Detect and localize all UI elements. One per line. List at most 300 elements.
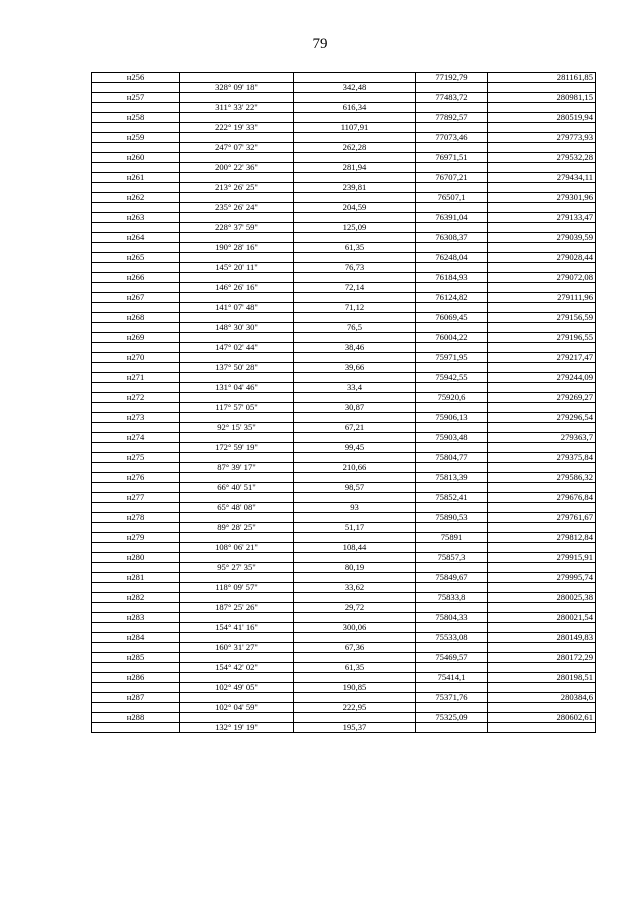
point-row [92, 113, 596, 123]
point-name-cell: н278 [92, 513, 180, 523]
distance-cell: 222,95 [294, 703, 416, 713]
bearing-cell [180, 393, 294, 403]
y-coordinate-cell [488, 643, 596, 653]
point-name-cell: н283 [92, 613, 180, 623]
y-coordinate-cell [488, 563, 596, 573]
point-row [92, 433, 596, 443]
y-coordinate-cell: 279812,84 [488, 533, 596, 543]
point-name-cell [92, 263, 180, 273]
point-name-cell [92, 623, 180, 633]
bearing-cell: 102° 04' 59" [180, 703, 294, 713]
bearing-cell: 66° 40' 51" [180, 483, 294, 493]
y-coordinate-cell [488, 483, 596, 493]
bearing-cell: 132° 19' 19" [180, 723, 294, 733]
distance-cell: 67,36 [294, 643, 416, 653]
y-coordinate-cell: 280172,29 [488, 653, 596, 663]
y-coordinate-cell [488, 83, 596, 93]
x-coordinate-cell: 76184,93 [416, 273, 488, 283]
y-coordinate-cell [488, 403, 596, 413]
distance-cell: 98,57 [294, 483, 416, 493]
y-coordinate-cell [488, 203, 596, 213]
distance-cell [294, 713, 416, 723]
distance-cell [294, 373, 416, 383]
distance-cell [294, 493, 416, 503]
distance-cell: 39,66 [294, 363, 416, 373]
distance-cell [294, 693, 416, 703]
segment-row [92, 703, 596, 713]
point-name-cell [92, 443, 180, 453]
x-coordinate-cell [416, 83, 488, 93]
point-row [92, 93, 596, 103]
y-coordinate-cell: 279995,74 [488, 573, 596, 583]
bearing-cell [180, 213, 294, 223]
y-coordinate-cell [488, 343, 596, 353]
x-coordinate-cell [416, 483, 488, 493]
point-name-cell: н287 [92, 693, 180, 703]
x-coordinate-cell [416, 523, 488, 533]
point-row [92, 373, 596, 383]
point-name-cell [92, 383, 180, 393]
point-row [92, 713, 596, 723]
x-coordinate-cell [416, 683, 488, 693]
distance-cell [294, 273, 416, 283]
point-name-cell: н269 [92, 333, 180, 343]
distance-cell: 342,48 [294, 83, 416, 93]
point-name-cell [92, 403, 180, 413]
bearing-cell [180, 373, 294, 383]
y-coordinate-cell: 281161,85 [488, 73, 596, 83]
distance-cell [294, 153, 416, 163]
point-name-cell: н274 [92, 433, 180, 443]
y-coordinate-cell: 279269,27 [488, 393, 596, 403]
point-name-cell: н272 [92, 393, 180, 403]
point-row [92, 493, 596, 503]
segment-row [92, 603, 596, 613]
y-coordinate-cell: 279156,59 [488, 313, 596, 323]
y-coordinate-cell [488, 603, 596, 613]
bearing-cell: 95° 27' 35" [180, 563, 294, 573]
y-coordinate-cell: 279296,54 [488, 413, 596, 423]
segment-row [92, 383, 596, 393]
point-row [92, 453, 596, 463]
distance-cell [294, 393, 416, 403]
x-coordinate-cell: 76707,21 [416, 173, 488, 183]
bearing-cell [180, 673, 294, 683]
x-coordinate-cell: 76124,82 [416, 293, 488, 303]
bearing-cell [180, 693, 294, 703]
y-coordinate-cell [488, 703, 596, 713]
point-row [92, 553, 596, 563]
bearing-cell [180, 233, 294, 243]
bearing-cell: 190° 28' 16" [180, 243, 294, 253]
distance-cell [294, 213, 416, 223]
x-coordinate-cell: 76069,45 [416, 313, 488, 323]
distance-cell [294, 413, 416, 423]
bearing-cell [180, 513, 294, 523]
segment-row [92, 303, 596, 313]
point-name-cell [92, 163, 180, 173]
y-coordinate-cell: 279434,11 [488, 173, 596, 183]
segment-row [92, 123, 596, 133]
x-coordinate-cell [416, 343, 488, 353]
x-coordinate-cell: 75920,6 [416, 393, 488, 403]
bearing-cell: 118° 09' 57" [180, 583, 294, 593]
x-coordinate-cell: 75414,1 [416, 673, 488, 683]
bearing-cell: 137° 50' 28" [180, 363, 294, 373]
x-coordinate-cell [416, 363, 488, 373]
bearing-cell: 87° 39' 17" [180, 463, 294, 473]
y-coordinate-cell: 280021,54 [488, 613, 596, 623]
point-row [92, 593, 596, 603]
bearing-cell: 235° 26' 24" [180, 203, 294, 213]
x-coordinate-cell [416, 703, 488, 713]
x-coordinate-cell [416, 223, 488, 233]
distance-cell: 30,87 [294, 403, 416, 413]
x-coordinate-cell: 75804,77 [416, 453, 488, 463]
x-coordinate-cell: 75849,67 [416, 573, 488, 583]
y-coordinate-cell [488, 543, 596, 553]
y-coordinate-cell: 279915,91 [488, 553, 596, 563]
bearing-cell [180, 253, 294, 263]
bearing-cell [180, 113, 294, 123]
y-coordinate-cell: 279761,67 [488, 513, 596, 523]
distance-cell: 239,81 [294, 183, 416, 193]
y-coordinate-cell: 280025,38 [488, 593, 596, 603]
x-coordinate-cell: 75469,57 [416, 653, 488, 663]
segment-row [92, 243, 596, 253]
distance-cell: 300,06 [294, 623, 416, 633]
y-coordinate-cell [488, 423, 596, 433]
segment-row [92, 263, 596, 273]
distance-cell [294, 173, 416, 183]
bearing-cell [180, 453, 294, 463]
segment-row [92, 683, 596, 693]
y-coordinate-cell [488, 103, 596, 113]
point-name-cell: н265 [92, 253, 180, 263]
distance-cell [294, 293, 416, 303]
point-name-cell: н284 [92, 633, 180, 643]
segment-row [92, 563, 596, 573]
point-row [92, 253, 596, 263]
point-name-cell [92, 83, 180, 93]
bearing-cell: 247° 07' 32" [180, 143, 294, 153]
point-name-cell [92, 663, 180, 673]
bearing-cell: 228° 37' 59" [180, 223, 294, 233]
x-coordinate-cell [416, 623, 488, 633]
y-coordinate-cell [488, 663, 596, 673]
distance-cell [294, 453, 416, 463]
bearing-cell: 89° 28' 25" [180, 523, 294, 533]
bearing-cell [180, 613, 294, 623]
y-coordinate-cell: 279773,93 [488, 133, 596, 143]
point-name-cell: н257 [92, 93, 180, 103]
point-name-cell: н259 [92, 133, 180, 143]
y-coordinate-cell: 279676,84 [488, 493, 596, 503]
y-coordinate-cell: 279072,08 [488, 273, 596, 283]
x-coordinate-cell [416, 123, 488, 133]
bearing-cell [180, 93, 294, 103]
segment-row [92, 543, 596, 553]
point-name-cell: н280 [92, 553, 180, 563]
bearing-cell: 117° 57' 05" [180, 403, 294, 413]
point-name-cell: н263 [92, 213, 180, 223]
segment-row [92, 163, 596, 173]
distance-cell [294, 73, 416, 83]
point-name-cell [92, 683, 180, 693]
bearing-cell: 154° 42' 02" [180, 663, 294, 673]
x-coordinate-cell: 75813,39 [416, 473, 488, 483]
point-row [92, 233, 596, 243]
distance-cell [294, 513, 416, 523]
point-name-cell [92, 483, 180, 493]
point-name-cell: н258 [92, 113, 180, 123]
segment-row [92, 643, 596, 653]
y-coordinate-cell [488, 723, 596, 733]
x-coordinate-cell: 77892,57 [416, 113, 488, 123]
bearing-cell: 147° 02' 44" [180, 343, 294, 353]
point-row [92, 73, 596, 83]
bearing-cell: 222° 19' 33" [180, 123, 294, 133]
y-coordinate-cell [488, 523, 596, 533]
segment-row [92, 343, 596, 353]
point-row [92, 193, 596, 203]
point-name-cell: н279 [92, 533, 180, 543]
distance-cell [294, 533, 416, 543]
y-coordinate-cell [488, 283, 596, 293]
bearing-cell: 146° 26' 16" [180, 283, 294, 293]
bearing-cell: 92° 15' 35" [180, 423, 294, 433]
bearing-cell: 148° 30' 30" [180, 323, 294, 333]
y-coordinate-cell [488, 323, 596, 333]
x-coordinate-cell [416, 103, 488, 113]
x-coordinate-cell [416, 503, 488, 513]
x-coordinate-cell: 75903,48 [416, 433, 488, 443]
y-coordinate-cell [488, 303, 596, 313]
segment-row [92, 583, 596, 593]
segment-row [92, 463, 596, 473]
y-coordinate-cell: 279039,59 [488, 233, 596, 243]
distance-cell: 61,35 [294, 243, 416, 253]
x-coordinate-cell [416, 323, 488, 333]
point-row [92, 393, 596, 403]
point-row [92, 693, 596, 703]
segment-row [92, 503, 596, 513]
point-name-cell [92, 703, 180, 713]
distance-cell [294, 93, 416, 103]
y-coordinate-cell [488, 243, 596, 253]
x-coordinate-cell [416, 543, 488, 553]
point-name-cell [92, 563, 180, 573]
point-name-cell [92, 723, 180, 733]
bearing-cell: 154° 41' 16" [180, 623, 294, 633]
point-row [92, 333, 596, 343]
y-coordinate-cell: 279532,28 [488, 153, 596, 163]
segment-row [92, 183, 596, 193]
bearing-cell [180, 713, 294, 723]
bearing-cell: 200° 22' 36" [180, 163, 294, 173]
point-name-cell: н261 [92, 173, 180, 183]
bearing-cell: 102° 49' 05" [180, 683, 294, 693]
x-coordinate-cell: 75891 [416, 533, 488, 543]
distance-cell: 38,46 [294, 343, 416, 353]
point-row [92, 413, 596, 423]
distance-cell: 210,66 [294, 463, 416, 473]
y-coordinate-cell: 279375,84 [488, 453, 596, 463]
segment-row [92, 403, 596, 413]
distance-cell: 204,59 [294, 203, 416, 213]
point-name-cell [92, 363, 180, 373]
point-name-cell [92, 643, 180, 653]
bearing-cell [180, 493, 294, 503]
point-name-cell [92, 143, 180, 153]
x-coordinate-cell: 75325,09 [416, 713, 488, 723]
x-coordinate-cell [416, 563, 488, 573]
point-row [92, 313, 596, 323]
distance-cell: 281,94 [294, 163, 416, 173]
point-name-cell [92, 243, 180, 253]
point-name-cell: н273 [92, 413, 180, 423]
distance-cell [294, 613, 416, 623]
bearing-cell [180, 473, 294, 483]
point-name-cell [92, 463, 180, 473]
point-name-cell: н271 [92, 373, 180, 383]
distance-cell: 99,45 [294, 443, 416, 453]
distance-cell: 93 [294, 503, 416, 513]
segment-row [92, 323, 596, 333]
point-name-cell [92, 223, 180, 233]
y-coordinate-cell: 279244,09 [488, 373, 596, 383]
y-coordinate-cell [488, 223, 596, 233]
point-name-cell: н267 [92, 293, 180, 303]
segment-row [92, 103, 596, 113]
coordinates-table [91, 72, 596, 733]
bearing-cell: 141° 07' 48" [180, 303, 294, 313]
x-coordinate-cell: 75371,76 [416, 693, 488, 703]
y-coordinate-cell: 279586,32 [488, 473, 596, 483]
bearing-cell [180, 653, 294, 663]
bearing-cell: 172° 59' 19" [180, 443, 294, 453]
bearing-cell: 131° 04' 46" [180, 383, 294, 393]
x-coordinate-cell: 75942,55 [416, 373, 488, 383]
x-coordinate-cell [416, 203, 488, 213]
point-name-cell: н256 [92, 73, 180, 83]
segment-row [92, 363, 596, 373]
point-name-cell [92, 503, 180, 513]
point-row [92, 153, 596, 163]
point-name-cell [92, 123, 180, 133]
distance-cell: 33,4 [294, 383, 416, 393]
y-coordinate-cell: 280602,61 [488, 713, 596, 723]
x-coordinate-cell [416, 403, 488, 413]
distance-cell [294, 653, 416, 663]
distance-cell: 67,21 [294, 423, 416, 433]
x-coordinate-cell: 75833,8 [416, 593, 488, 603]
distance-cell: 33,62 [294, 583, 416, 593]
distance-cell: 125,09 [294, 223, 416, 233]
x-coordinate-cell [416, 603, 488, 613]
distance-cell: 76,73 [294, 263, 416, 273]
y-coordinate-cell: 280384,6 [488, 693, 596, 703]
x-coordinate-cell: 77192,79 [416, 73, 488, 83]
distance-cell: 190,85 [294, 683, 416, 693]
segment-row [92, 83, 596, 93]
distance-cell [294, 473, 416, 483]
point-row [92, 273, 596, 283]
point-name-cell [92, 103, 180, 113]
bearing-cell [180, 313, 294, 323]
point-name-cell [92, 603, 180, 613]
distance-cell [294, 553, 416, 563]
distance-cell [294, 633, 416, 643]
y-coordinate-cell: 279217,47 [488, 353, 596, 363]
bearing-cell: 187° 25' 26" [180, 603, 294, 613]
y-coordinate-cell [488, 443, 596, 453]
point-row [92, 293, 596, 303]
distance-cell: 80,19 [294, 563, 416, 573]
bearing-cell [180, 273, 294, 283]
segment-row [92, 723, 596, 733]
y-coordinate-cell: 280149,83 [488, 633, 596, 643]
bearing-cell: 145° 20' 11" [180, 263, 294, 273]
distance-cell [294, 673, 416, 683]
coordinates-table-body [92, 73, 596, 733]
point-name-cell [92, 583, 180, 593]
point-name-cell: н277 [92, 493, 180, 503]
point-row [92, 573, 596, 583]
point-row [92, 633, 596, 643]
bearing-cell [180, 193, 294, 203]
distance-cell: 1107,91 [294, 123, 416, 133]
x-coordinate-cell: 76391,04 [416, 213, 488, 223]
point-name-cell: н268 [92, 313, 180, 323]
distance-cell [294, 253, 416, 263]
segment-row [92, 143, 596, 153]
y-coordinate-cell [488, 363, 596, 373]
segment-row [92, 423, 596, 433]
x-coordinate-cell: 75533,08 [416, 633, 488, 643]
x-coordinate-cell: 77483,72 [416, 93, 488, 103]
point-name-cell [92, 183, 180, 193]
point-name-cell: н264 [92, 233, 180, 243]
point-name-cell: н260 [92, 153, 180, 163]
point-name-cell: н286 [92, 673, 180, 683]
point-name-cell: н262 [92, 193, 180, 203]
x-coordinate-cell [416, 423, 488, 433]
point-name-cell: н282 [92, 593, 180, 603]
point-name-cell: н275 [92, 453, 180, 463]
distance-cell [294, 433, 416, 443]
segment-row [92, 663, 596, 673]
segment-row [92, 523, 596, 533]
x-coordinate-cell: 75890,53 [416, 513, 488, 523]
y-coordinate-cell: 280198,51 [488, 673, 596, 683]
distance-cell: 616,34 [294, 103, 416, 113]
x-coordinate-cell [416, 263, 488, 273]
x-coordinate-cell: 75852,41 [416, 493, 488, 503]
bearing-cell: 213° 26' 25" [180, 183, 294, 193]
distance-cell [294, 333, 416, 343]
point-name-cell: н285 [92, 653, 180, 663]
y-coordinate-cell [488, 583, 596, 593]
distance-cell [294, 353, 416, 363]
distance-cell [294, 233, 416, 243]
point-name-cell: н288 [92, 713, 180, 723]
bearing-cell [180, 533, 294, 543]
distance-cell: 61,35 [294, 663, 416, 673]
bearing-cell: 328° 09' 18" [180, 83, 294, 93]
y-coordinate-cell: 279363,7 [488, 433, 596, 443]
point-name-cell: н276 [92, 473, 180, 483]
